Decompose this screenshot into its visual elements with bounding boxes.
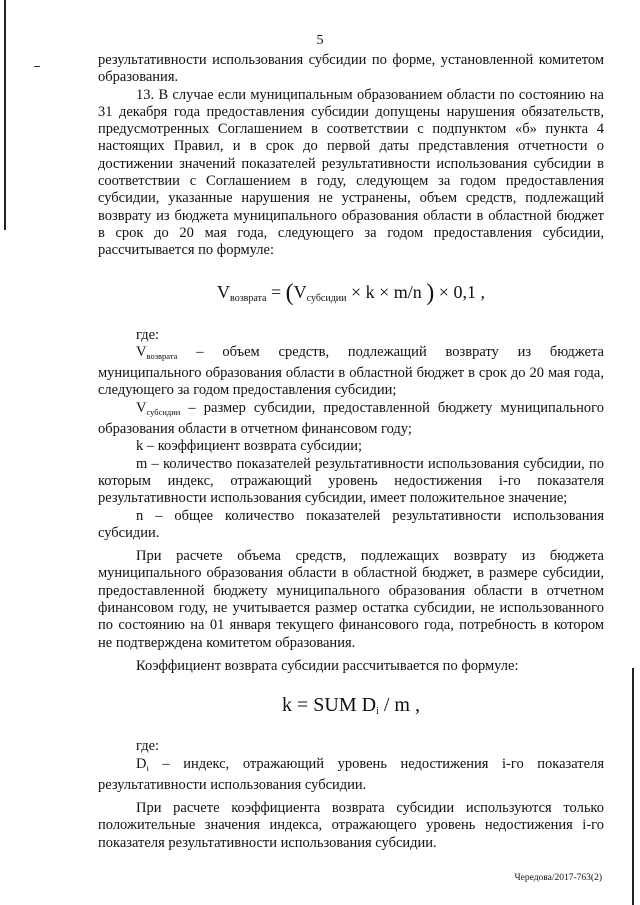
paragraph-coefficient: Коэффициент возврата субсидии рассчитывается по формуле: <box>136 657 519 674</box>
definition-n: n – общее количество показателей результативности использования субсидии. <box>98 507 604 541</box>
document-code: Чередова/2017-763(2) <box>514 873 602 883</box>
where-label-1: где: <box>136 326 160 343</box>
scan-mark <box>34 66 40 67</box>
definition-v-subsidy: $V_{субсидии}$ – размер субсидии, предоставленной бюджету муниципального образования области в отчетном финансовом году; <box>98 399 604 438</box>
paragraph-13: 13. В случае если муниципальным образованием области по состоянию на 31 декабря года предоставления субсидии допущены нарушения обязательств, предусмотренных Соглашением в соответствии с подпунктом «б» пункта 4 настоящих Правил, и в срок до первой даты представления отчетности о достижении значений показателей результативности использования субсидии в соответствии с Соглашением в году, следующем за годом предоставления субсидии, указанные нарушения не устранены, объем средств, подлежащий возврату из бюджета муниципального образования области в областной бюджет в срок до 20 мая года, следующего за годом предоставления субсидии, рассчитывается по формуле: <box>98 86 604 259</box>
definition-m: m – количество показателей результативности использования субсидии, по которым индекс, отражающий уровень недостижения i-го показателя результативности использования субсидии, имеет положительное значение; <box>98 455 604 507</box>
definition-v-return: $V_{возврата}$ – объем средств, подлежащий возврату из бюджета муниципального образования области в областной бюджет в срок до 20 мая года, следующего за годом предоставления субсидии; <box>98 343 604 399</box>
formula-coefficient: k = SUM $D_i$ / m , <box>282 694 420 718</box>
formula-return-volume: $V_{возврата} = (V_{субсидии} \times k \times m/n$ ) × 0,1 , <box>217 279 485 306</box>
definition-k: k – коэффициент возврата субсидии; <box>136 438 363 455</box>
formula-v-return: $V_{возврата}$ <box>217 281 267 304</box>
where-label-2: где: <box>136 738 160 755</box>
paragraph-calculation: При расчете объема средств, подлежащих возврату из бюджета муниципального образования области в областной бюджет, в размере субсидии, предоставленной бюджету муниципального образования области в отчетном финансовом году, не учитывается размер остатка субсидии, не использованного по состоянию на 01 января текущего финансового года, потребность в котором не подтверждена комитетом образования. <box>98 548 604 651</box>
definition-d: $D_i$ – индекс, отражающий уровень недостижения i-го показателя результативности использования субсидии. <box>98 755 604 793</box>
document-body <box>98 52 604 852</box>
paragraph-final: При расчете коэффициента возврата субсидии используются только положительные значения индекса, отражающего уровень недостижения i-го показателя результативности использования субсидии. <box>98 800 604 851</box>
scan-edge-right <box>632 668 634 905</box>
page-number: 5 <box>316 33 324 48</box>
paragraph-top: результативности использования субсидии по форме, установленной комитетом образования. <box>98 52 604 86</box>
formula-v-subsidy: $V_{субсидии}$ <box>293 281 347 304</box>
